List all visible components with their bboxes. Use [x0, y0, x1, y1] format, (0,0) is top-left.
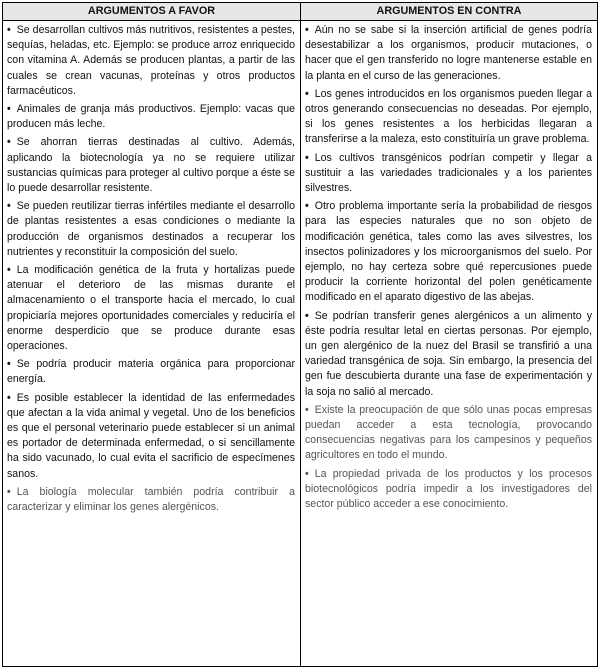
bullet-icon: •	[305, 200, 309, 213]
contra-item	[305, 151, 592, 197]
bullet-icon: •	[305, 151, 309, 164]
favor-item	[7, 485, 295, 515]
favor-item-text: Es posible establecer la identidad de las enfermedades que afectan a la vida animal y vegetal. Uno de los beneficios es que el personal veterinario puede establecer si un animal es portador de determinada enfermedad, o si sencillamente ha sido vacunado, lo cual evita el sacrificio de especímenes sanos.	[7, 391, 295, 480]
arguments-table	[2, 2, 598, 667]
contra-item	[305, 467, 592, 513]
favor-item-text: Se pueden reutilizar tierras infértiles mediante el desarrollo de plantas resistentes a esas condiciones o mediante la producción de organismos destinados a recuperar los nutrientes y reconstituir la composición del suelo.	[7, 200, 295, 258]
bullet-icon: •	[7, 103, 11, 116]
favor-item	[7, 199, 295, 260]
contra-item	[305, 87, 592, 148]
contra-item	[305, 309, 592, 400]
favor-item-text: La modificación genética de la fruta y hortalizas puede atenuar el deterioro de las mismas durante el almacenamiento o el transporte hacia el mercado, lo cual propiciaría mejores oportunidades comerciales y reduciría el enorme desperdicio que se produce durante esas operaciones.	[7, 264, 295, 353]
favor-item	[7, 23, 295, 99]
favor-item-text: Animales de granja más productivos. Ejemplo: vacas que producen más leche.	[7, 103, 295, 131]
bullet-icon: •	[7, 358, 11, 371]
bullet-icon: •	[7, 485, 11, 498]
favor-item	[7, 135, 295, 196]
bullet-icon: •	[305, 467, 309, 480]
bullet-icon: •	[7, 200, 11, 213]
header-favor: ARGUMENTOS A FAVOR	[3, 3, 301, 21]
column-contra	[301, 21, 597, 666]
contra-item-text: Aún no se sabe si la inserción artificial de genes podría desestabilizar a los organismos, producir mutaciones, o hacer que el gen transferido no logre mantenerse estable en la planta en el curso de las generaciones.	[305, 24, 592, 82]
favor-item	[7, 357, 295, 387]
contra-item-text: Los cultivos transgénicos podrían competir y llegar a sustituir a las variedades tradicionales y a los parientes silvestres.	[305, 151, 592, 195]
contra-item-text: Otro problema importante sería la probabilidad de riesgos para las especies naturales que no son objeto de modificación genética, tales como las aves silvestres, los insectos polinizadores y los microorganismos del suelo. Por ejemplo, no hay certeza sobre qué repercusiones puede producir la corriente horizontal del polen genéticamente modificado en el aparato digestivo de las abejas.	[305, 200, 592, 304]
favor-item	[7, 263, 295, 354]
bullet-icon: •	[305, 87, 309, 100]
header-contra: ARGUMENTOS EN CONTRA	[301, 3, 597, 21]
bullet-icon: •	[7, 264, 11, 277]
column-favor	[3, 21, 301, 666]
favor-item	[7, 102, 295, 132]
bullet-icon: •	[7, 391, 11, 404]
bullet-icon: •	[7, 136, 11, 149]
bullet-icon: •	[305, 309, 309, 322]
contra-item-text: Existe la preocupación de que sólo unas pocas empresas puedan acceder a esta tecnología, provocando consecuencias negativas para los campesinos y pequeños agricultores en todo el mundo.	[305, 403, 592, 462]
contra-item	[305, 23, 592, 84]
favor-item	[7, 391, 295, 482]
contra-item	[305, 199, 592, 305]
contra-item	[305, 403, 592, 464]
favor-item-text: Se ahorran tierras destinadas al cultivo. Además, aplicando la biotecnología ya no se requiere utilizar sustancias químicas para proteger al cultivo porque a éste se lo puede desarrollar resistente.	[7, 136, 295, 195]
bullet-icon: •	[7, 24, 11, 36]
bullet-icon: •	[305, 403, 309, 416]
bullet-icon: •	[305, 24, 309, 36]
favor-item-text: Se podría producir materia orgánica para proporcionar energía.	[7, 358, 295, 386]
contra-item-text: La propiedad privada de los productos y los procesos biotecnológicos podría impedir a los investigadores del sector público acceder a ese conocimiento.	[305, 467, 592, 511]
favor-item-text: Se desarrollan cultivos más nutritivos, resistentes a pestes, sequías, heladas, etc. Ejemplo: se produce arroz enriquecido con vitamina A. Además se producen plantas, a partir de las cuales se crean vacunas, proteínas y otros productos farmacéuticos.	[7, 24, 295, 97]
favor-item-text: La biología molecular también podría contribuir a caracterizar y eliminar los genes alergénicos.	[7, 485, 295, 514]
contra-item-text: Los genes introducidos en los organismos pueden llegar a otros generando consecuencias no deseadas. Por ejemplo, si los genes resistentes a los herbicidas llegaran a transferirse a la maleza, esto constituiría un grave problema.	[305, 87, 592, 146]
contra-item-text: Se podrían transferir genes alergénicos a un alimento y éste podría resultar letal en ciertas personas. Por ejemplo, un gen alergénico de la nuez del Brasil se transfirió a una variedad transgénica de soja. Sin embargo, la presencia del gen fue descubierta durante una fase de experimentación y la soja no salió al mercado.	[305, 309, 592, 398]
